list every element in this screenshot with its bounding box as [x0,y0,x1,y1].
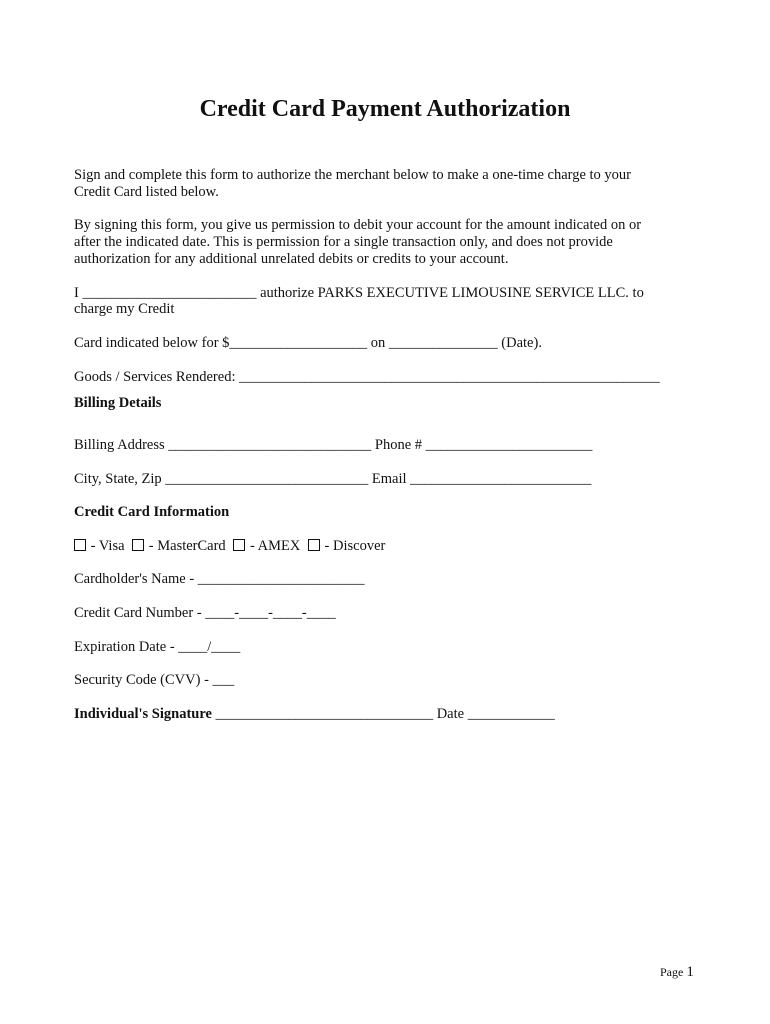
visa-checkbox-icon[interactable] [74,539,86,551]
discover-label: - Discover [324,538,386,554]
intro-line-2: Credit Card listed below. [74,184,219,200]
authorize-line-2: charge my Credit [74,301,175,317]
authorize-line-1: I ________________________ authorize PARKS EXECUTIVE LIMOUSINE SERVICE LLC. to [74,285,644,301]
card-type-options [74,538,385,555]
signature-date-blanks: ______________________________ Date ____________ [211,706,555,722]
permission-line-1: By signing this form, you give us permission to debit your account for the amount indicated on or [74,217,642,233]
visa-label: - Visa [90,538,125,554]
amex-checkbox-icon[interactable] [233,539,245,551]
card-amount-line: Card indicated below for $___________________ on _______________ (Date). [74,335,542,351]
city-state-zip-line: City, State, Zip ____________________________ Email _________________________ [74,471,592,487]
intro-line-1: Sign and complete this form to authorize the merchant below to make a one-time charge to your [74,167,632,183]
credit-card-info-heading: Credit Card Information [74,504,230,520]
signature-line [74,706,555,723]
permission-line-2: after the indicated date. This is permission for a single transaction only, and does not provide [74,234,613,250]
billing-address-line: Billing Address ____________________________ Phone # _______________________ [74,437,593,453]
cardholder-name-line: Cardholder's Name - _______________________ [74,571,365,587]
billing-details-heading: Billing Details [74,395,162,411]
signature-label: Individual's Signature [74,706,212,722]
mastercard-checkbox-icon[interactable] [132,539,144,551]
page-label: Page [660,965,687,979]
goods-services-line: Goods / Services Rendered: __________________________________________________________ [74,369,660,385]
security-code-line: Security Code (CVV) - ___ [74,672,235,688]
permission-line-3: authorization for any additional unrelated debits or credits to your account. [74,251,509,267]
page-title: Credit Card Payment Authorization [199,96,571,122]
amex-label: - AMEX [249,538,301,554]
discover-checkbox-icon[interactable] [308,539,320,551]
page-number: 1 [686,964,694,980]
card-number-line: Credit Card Number - ____-____-____-____ [74,605,336,621]
mastercard-label: - MasterCard [148,538,226,554]
page-number-footer [660,964,694,980]
expiration-date-line: Expiration Date - ____/____ [74,639,241,655]
